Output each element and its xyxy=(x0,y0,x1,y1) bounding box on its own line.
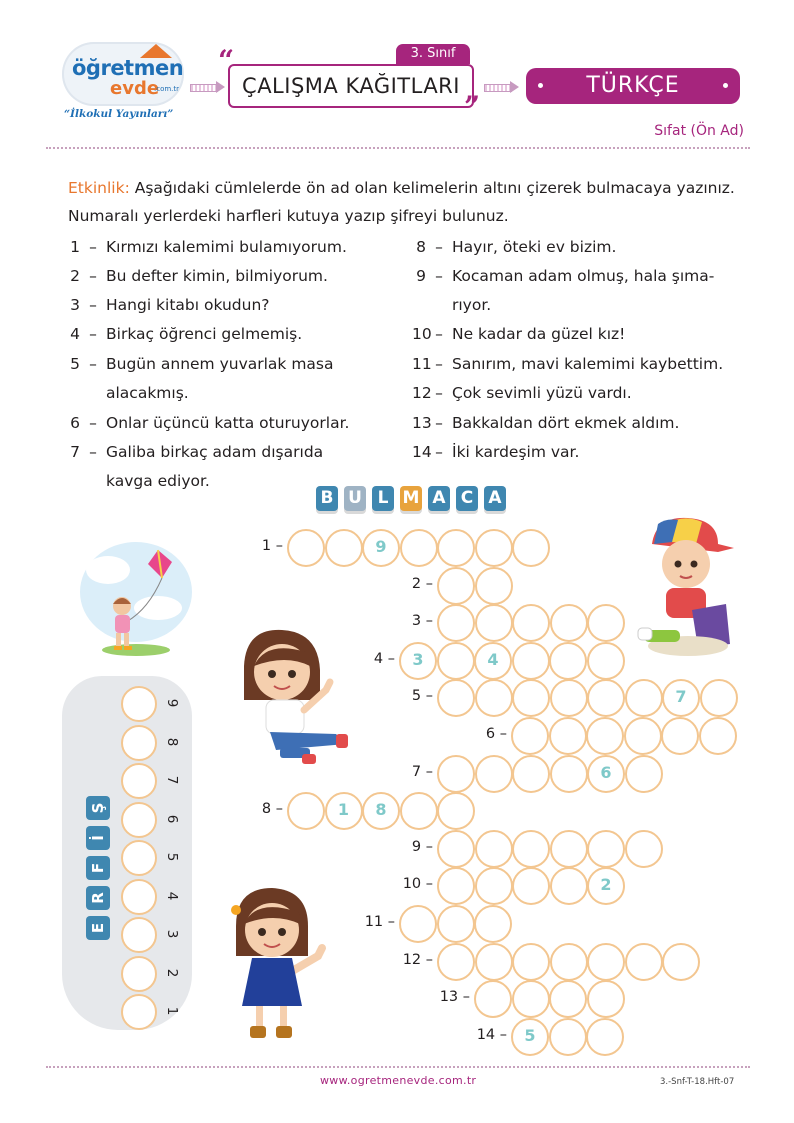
sentence-dash: – xyxy=(435,414,443,432)
logo-subtitle: “İlkokul Yayınları” xyxy=(64,108,174,120)
sentence-dash: – xyxy=(89,414,97,432)
puzzle-title-letter: L xyxy=(372,486,394,511)
sentence-dash: – xyxy=(435,238,443,256)
sentence-item xyxy=(412,379,632,408)
crossword-cell[interactable] xyxy=(586,717,624,755)
crossword-cell[interactable] xyxy=(512,980,550,1018)
cipher-title-letter: Ş xyxy=(86,796,110,820)
puzzle-title-letter: U xyxy=(344,486,366,511)
crossword-cell[interactable] xyxy=(662,943,700,981)
crossword-cell[interactable] xyxy=(437,679,475,717)
crossword-cell[interactable] xyxy=(512,755,550,793)
crossword-cell[interactable] xyxy=(511,1018,549,1056)
sentence-item xyxy=(66,350,334,408)
cipher-answer-cell[interactable] xyxy=(121,802,157,838)
girl-pointing-illustration xyxy=(236,626,362,772)
crossword-row-label: 5 – xyxy=(411,688,433,705)
dot-icon xyxy=(723,83,728,88)
cipher-number: 4 xyxy=(164,891,180,900)
cipher-number: 8 xyxy=(164,737,180,746)
crossword-row-label: 4 – xyxy=(373,650,395,667)
crossword-cell[interactable] xyxy=(362,792,400,830)
crossword-cell[interactable] xyxy=(325,792,363,830)
crossword-cell[interactable] xyxy=(475,755,513,793)
sentence-dash: – xyxy=(89,296,97,314)
cipher-number: 3 xyxy=(164,929,180,939)
sentence-dash: – xyxy=(435,267,443,285)
crossword-cell[interactable] xyxy=(512,867,550,905)
crossword-cell[interactable] xyxy=(512,604,550,642)
crossword-cell[interactable] xyxy=(400,792,438,830)
crossword-cell[interactable] xyxy=(437,792,475,830)
crossword-row-label: 1 – xyxy=(261,538,283,554)
crossword-cell[interactable] xyxy=(512,830,550,868)
crossword-cell[interactable] xyxy=(437,943,475,981)
sentence-item xyxy=(412,350,723,379)
sentence-item xyxy=(66,233,347,262)
sentence-number: 5 xyxy=(70,355,80,373)
cipher-index-mark: 3 xyxy=(412,649,424,669)
girl-flying-kite-illustration xyxy=(78,530,194,660)
sentence-text: Hayır, öteki ev bizim. xyxy=(452,238,617,256)
cipher-index-mark: 4 xyxy=(487,649,499,669)
crossword-cell[interactable] xyxy=(437,867,475,905)
cipher-answer-cell[interactable] xyxy=(121,917,157,953)
sentence-text: Kırmızı kalemimi bulamıyorum. xyxy=(106,238,347,256)
sentence-item xyxy=(66,291,270,320)
sentence-item xyxy=(66,320,302,349)
crossword-cell[interactable] xyxy=(550,604,588,642)
crossword-row-label: 2 – xyxy=(411,575,433,592)
crossword-cell[interactable] xyxy=(512,642,550,680)
crossword-cell[interactable] xyxy=(625,679,663,717)
sentence-dash: – xyxy=(89,325,97,343)
cipher-index-mark: 6 xyxy=(600,762,612,782)
crossword-cell[interactable] xyxy=(512,943,550,981)
crossword-cell[interactable] xyxy=(437,567,475,605)
sentence-number: 9 xyxy=(416,267,426,285)
sentence-item xyxy=(66,409,349,438)
sentence-text: Hangi kitabı okudun? xyxy=(106,296,270,314)
cipher-number: 9 xyxy=(164,698,180,708)
crossword-cell[interactable] xyxy=(437,642,475,680)
cipher-title-letter: R xyxy=(86,886,110,910)
cipher-index-mark: 2 xyxy=(600,875,612,895)
cipher-index-mark: 9 xyxy=(375,537,387,556)
activity-text: Aşağıdaki cümlelerde ön ad olan kelimelerin altını çizerek bulmacaya yazınız. Numaralı yerlerdeki harfleri kutuya yazıp şifreyi bulunuz. xyxy=(68,179,735,225)
crossword-row-label: 7 – xyxy=(411,763,433,780)
sentence-item xyxy=(412,409,679,438)
cipher-answer-cell[interactable] xyxy=(121,763,157,799)
cipher-answer-cell[interactable] xyxy=(121,879,157,915)
crossword-cell[interactable] xyxy=(587,604,625,642)
crossword-cell[interactable] xyxy=(587,943,625,981)
sentence-text: Kocaman adam olmuş, hala şıma- xyxy=(452,267,715,285)
sentence-number: 13 xyxy=(412,414,432,432)
crossword-cell[interactable] xyxy=(399,642,437,680)
sentence-number: 1 xyxy=(70,238,80,256)
cipher-index-mark: 8 xyxy=(375,800,387,820)
crossword-cell[interactable] xyxy=(549,642,587,680)
puzzle-title-letter: A xyxy=(484,486,506,511)
crossword-cell[interactable] xyxy=(587,830,625,868)
crossword-cell[interactable] xyxy=(625,830,663,868)
logo-domain: .com.tr xyxy=(154,85,180,93)
close-quote-icon: ” xyxy=(464,90,481,123)
crossword-cell[interactable] xyxy=(287,792,325,830)
logo-brand-part-2: evde xyxy=(110,78,160,99)
crossword-cell[interactable] xyxy=(550,679,588,717)
cipher-number: 5 xyxy=(164,852,180,862)
crossword-cell[interactable] xyxy=(699,717,737,755)
logo-brand-part-1: öğretmen xyxy=(72,56,184,80)
sentence-dash: – xyxy=(435,384,443,402)
crossword-cell[interactable] xyxy=(550,755,588,793)
crossword-cell[interactable] xyxy=(474,980,512,1018)
crossword-row-label: 9 – xyxy=(411,838,433,855)
sentence-text: Çok sevimli yüzü vardı. xyxy=(452,384,632,402)
crossword-cell[interactable] xyxy=(587,867,625,905)
cipher-number: 2 xyxy=(164,968,180,977)
activity-label: Etkinlik: xyxy=(68,179,130,197)
crossword-cell[interactable] xyxy=(661,717,699,755)
sentence-dash: – xyxy=(89,443,97,461)
cipher-title-letter: İ xyxy=(86,826,110,850)
crossword-cell[interactable] xyxy=(625,943,663,981)
crossword-cell[interactable] xyxy=(475,604,513,642)
crossword-cell[interactable] xyxy=(475,943,513,981)
crossword-cell[interactable] xyxy=(475,529,513,567)
sentence-continuation: kavga ediyor. xyxy=(106,472,210,490)
sentence-text: Bugün annem yuvarlak masa xyxy=(106,355,334,373)
sentence-text: İki kardeşim var. xyxy=(452,443,580,461)
sentence-dash: – xyxy=(89,267,97,285)
crossword-cell[interactable] xyxy=(475,867,513,905)
sentence-dash: – xyxy=(435,325,443,343)
sentence-dash: – xyxy=(435,443,443,461)
cipher-index-mark: 7 xyxy=(675,687,687,707)
cipher-title-letter: E xyxy=(86,916,110,940)
crossword-cell[interactable] xyxy=(474,905,512,943)
sentence-text: Birkaç öğrenci gelmemiş. xyxy=(106,325,303,343)
crossword-cell[interactable] xyxy=(474,642,512,680)
crossword-row-label: 11 – xyxy=(364,914,395,930)
sentence-number: 2 xyxy=(70,267,80,285)
cipher-index-mark: 1 xyxy=(337,800,350,820)
crossword-cell[interactable] xyxy=(437,755,475,793)
crossword-cell[interactable] xyxy=(587,642,625,680)
crossword-row-label: 10 – xyxy=(402,876,433,893)
sentence-item xyxy=(412,262,714,320)
arrow-right-icon xyxy=(190,82,226,92)
sentence-number: 4 xyxy=(70,325,80,343)
publisher-logo xyxy=(58,38,188,130)
dot-icon xyxy=(538,83,543,88)
crossword-cell[interactable] xyxy=(437,604,475,642)
cipher-answer-cell[interactable] xyxy=(121,840,157,876)
crossword-cell[interactable] xyxy=(437,830,475,868)
sentence-item xyxy=(66,438,323,496)
sentence-number: 7 xyxy=(70,443,80,461)
crossword-cell[interactable] xyxy=(475,679,513,717)
crossword-cell[interactable] xyxy=(625,755,663,793)
sentence-text: Galiba birkaç adam dışarıda xyxy=(106,443,324,461)
sentence-number: 10 xyxy=(412,325,432,343)
instructions xyxy=(68,174,748,230)
subject-label: TÜRKÇE xyxy=(586,73,680,98)
crossword-cell[interactable] xyxy=(550,867,588,905)
sentence-number: 11 xyxy=(412,355,432,373)
crossword-cell[interactable] xyxy=(437,905,475,943)
sentence-item xyxy=(66,262,328,291)
grade-tab: 3. Sınıf xyxy=(396,44,470,64)
crossword-cell[interactable] xyxy=(549,1018,587,1056)
sentence-item xyxy=(412,438,579,467)
boy-reading-book-illustration xyxy=(636,514,738,662)
cipher-number: 1 xyxy=(164,1006,180,1016)
topic-label: Sıfat (Ön Ad) xyxy=(654,123,744,139)
crossword-cell[interactable] xyxy=(587,980,625,1018)
puzzle-title-letter: B xyxy=(316,486,338,511)
sentence-text: Bakkaldan dört ekmek aldım. xyxy=(452,414,680,432)
arrow-right-icon xyxy=(484,82,520,92)
crossword-cell[interactable] xyxy=(437,529,475,567)
cipher-answer-cell[interactable] xyxy=(121,956,157,992)
divider xyxy=(46,147,750,149)
crossword-cell[interactable] xyxy=(362,529,400,567)
crossword-row-label: 3 – xyxy=(411,613,433,630)
crossword-row-label: 6 – xyxy=(485,726,507,742)
sentence-text: Bu defter kimin, bilmiyorum. xyxy=(106,267,328,285)
crossword-row-label: 14 – xyxy=(476,1026,507,1043)
sentence-text: Sanırım, mavi kalemimi kaybettim. xyxy=(452,355,724,373)
crossword-cell[interactable] xyxy=(511,717,549,755)
crossword-cell[interactable] xyxy=(325,529,363,567)
page-title: ÇALIŞMA KAĞITLARI xyxy=(228,64,474,108)
cipher-answer-cell[interactable] xyxy=(121,725,157,761)
cipher-number: 7 xyxy=(164,775,180,785)
crossword-row-label: 8 – xyxy=(261,801,283,818)
sentence-number: 8 xyxy=(416,238,426,256)
sentence-continuation: rıyor. xyxy=(452,296,492,314)
crossword-cell[interactable] xyxy=(700,679,738,717)
sentence-text: Onlar üçüncü katta oturuyorlar. xyxy=(106,414,350,432)
girl-thumbs-up-illustration xyxy=(222,886,334,1046)
cipher-answer-cell[interactable] xyxy=(121,994,157,1030)
crossword-cell[interactable] xyxy=(550,830,588,868)
crossword-row-label: 13 – xyxy=(439,989,470,1006)
sentence-item xyxy=(412,233,616,262)
sentence-continuation: alacakmış. xyxy=(106,384,189,402)
puzzle-title-letter: M xyxy=(400,486,422,511)
sentence-dash: – xyxy=(89,355,97,373)
crossword-cell[interactable] xyxy=(475,567,513,605)
crossword-cell[interactable] xyxy=(662,679,700,717)
crossword-cell[interactable] xyxy=(587,679,625,717)
subject-badge xyxy=(526,68,740,104)
cipher-index-mark: 5 xyxy=(524,1025,536,1045)
document-code: 3.-Snf-T-18.Hft-07 xyxy=(660,1077,735,1087)
crossword-cell[interactable] xyxy=(624,717,662,755)
sentence-dash: – xyxy=(435,355,443,373)
cipher-title-letter: F xyxy=(86,856,110,880)
crossword-cell[interactable] xyxy=(287,529,325,567)
crossword-cell[interactable] xyxy=(550,943,588,981)
website-link[interactable]: www.ogretmenevde.com.tr xyxy=(320,1074,477,1087)
sentence-number: 12 xyxy=(412,384,432,402)
puzzle-title-letter: A xyxy=(428,486,450,511)
sentence-dash: – xyxy=(89,238,97,256)
crossword-cell[interactable] xyxy=(400,529,438,567)
puzzle-title-letter: C xyxy=(456,486,478,511)
cipher-number: 6 xyxy=(164,814,180,823)
crossword-cell[interactable] xyxy=(512,679,550,717)
sentence-number: 6 xyxy=(70,414,80,432)
sentence-item xyxy=(412,320,625,349)
crossword-cell[interactable] xyxy=(549,717,587,755)
divider xyxy=(46,1066,750,1068)
crossword-cell[interactable] xyxy=(399,905,437,943)
crossword-cell[interactable] xyxy=(586,1018,624,1056)
sentence-number: 14 xyxy=(412,443,432,461)
crossword-cell[interactable] xyxy=(475,830,513,868)
sentence-text: Ne kadar da güzel kız! xyxy=(452,325,626,343)
sentence-number: 3 xyxy=(70,296,80,314)
crossword-cell[interactable] xyxy=(549,980,587,1018)
open-quote-icon: “ xyxy=(218,44,235,77)
crossword-cell[interactable] xyxy=(587,755,625,793)
crossword-cell[interactable] xyxy=(512,529,550,567)
crossword-row-label: 12 – xyxy=(402,951,433,968)
cipher-answer-cell[interactable] xyxy=(121,686,157,722)
